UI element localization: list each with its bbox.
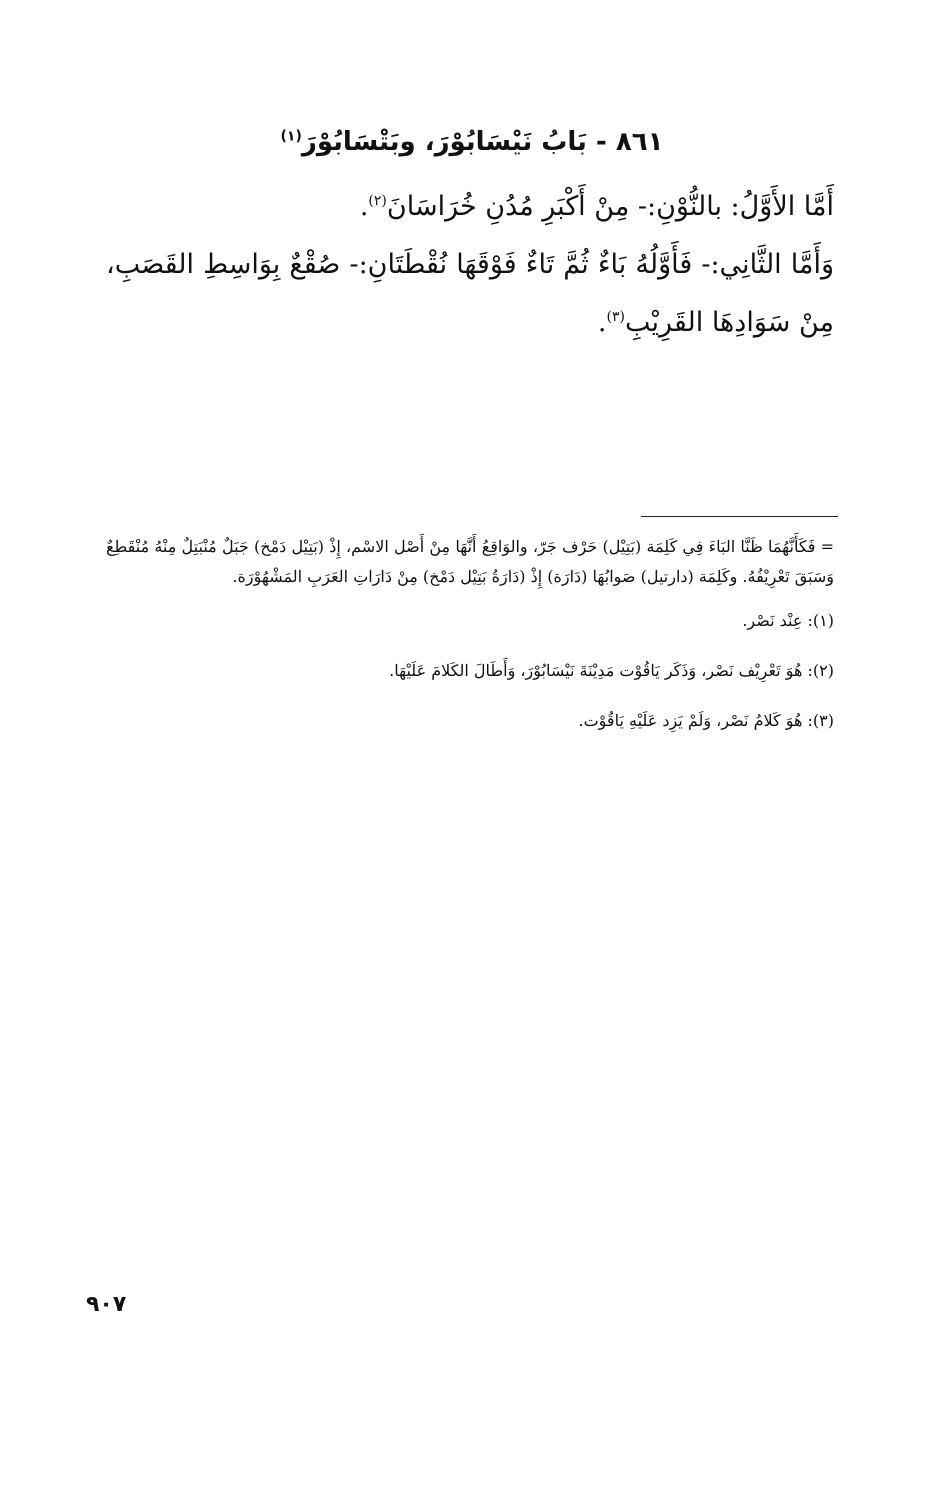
chapter-heading <box>110 122 834 162</box>
main-text <box>106 178 834 352</box>
footnote-marker: (٢): <box>807 661 834 680</box>
footnote-continuation: = فَكَأَنَّهُمَا ظَنَّا البَاءَ فِي كَلِمَة (بَتِيْل) حَرْف جَرّ، والوَاقِعُ أَنَّهَا مِنْ أَصْل الاسْم، إِذْ (بَتِيْل دَمْخ) جَبَلٌ مُنْبَتِلٌ مِنْهُ مُنْقَطِعٌ وَسَبَقَ تَعْرِيْفُهُ. وكَلِمَة (دارتيل) صَوابُهَا (دَارَة) إِذْ (دَارَةُ بَتِيْل دَمْخ) مِنْ دَارَاتِ العَرَبِ المَشْهُوْرَة. <box>106 537 834 586</box>
footnote-marker: (٣): <box>807 711 834 730</box>
paragraph-second-text: وَأَمَّا الثَّانِي:- فَأَوَّلُهُ بَاءٌ ثُمَّ تَاءٌ فَوْقَهَا نُقْطَتَانِ:- صُقْعٌ بِوَاسِطِ القَصَبِ، مِنْ سَوَادِهَا القَرِيْبِ <box>106 249 834 338</box>
footnote-1 <box>106 606 834 636</box>
paragraph-second-end: . <box>597 307 607 338</box>
paragraph-first <box>106 178 834 236</box>
footnote-ref-2: (٢) <box>368 193 387 209</box>
page-number: ٩٠٧ <box>86 1292 127 1317</box>
paragraph-second <box>106 236 834 352</box>
paragraph-first-text: أَمَّا الأَوَّلُ: بالنُّوْنِ:- مِنْ أَكْبَرِ مُدُنِ خُرَاسَانَ <box>386 191 834 222</box>
footnote-3 <box>106 706 834 736</box>
footnote-divider <box>641 516 838 517</box>
footnote-ref-1: (١) <box>280 128 302 145</box>
entry-number: ٨٦١ <box>615 127 664 157</box>
paragraph-first-end: . <box>359 191 369 222</box>
footnote-marker: (١): <box>807 611 834 630</box>
entry-title: بَابُ نَيْسَابُوْرَ، وبَتْسَابُوْرَ <box>301 127 587 157</box>
footnote-text: هُوَ تَعْرِيْف نَصْر، وَذَكَر يَاقُوْت مَدِيْنَةَ نَيْسَابُوْرَ، وَأَطَالَ الكَلامَ عَلَيْهَا. <box>389 661 803 680</box>
footnote-text: عِنْد نَصْر. <box>742 611 803 630</box>
footnotes <box>106 532 834 756</box>
heading-separator: - <box>596 127 607 157</box>
footnote-2 <box>106 656 834 686</box>
footnote-ref-3: (٣) <box>606 309 625 325</box>
footnote-text: هُوَ كَلامُ نَصْر، وَلَمْ يَزِد عَلَيْهِ يَاقُوْت. <box>578 711 803 730</box>
